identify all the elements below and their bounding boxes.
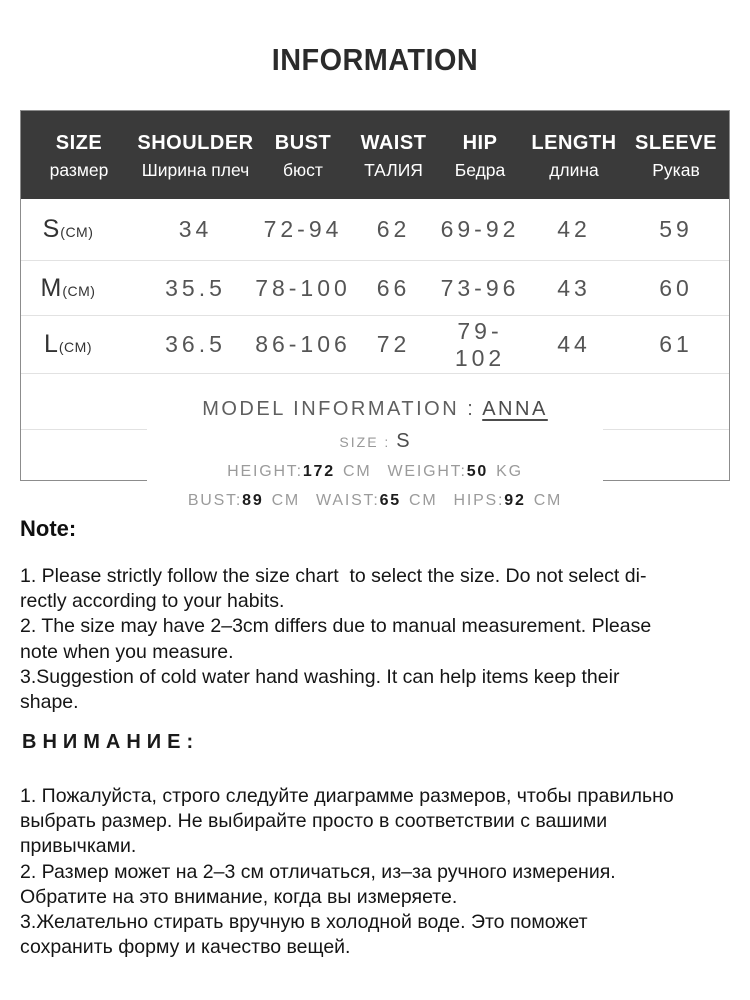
- note-line: 2. The size may have 2–3cm differs due to manual measurement. Please: [20, 615, 652, 638]
- note-line: 3.Suggestion of cold water hand washing. It can help items keep their: [20, 665, 620, 688]
- stat-unit: CM: [533, 492, 563, 509]
- stat-unit: CM: [342, 463, 372, 480]
- note-line: привычками.: [20, 835, 137, 858]
- note-line: 1. Please strictly follow the size chart to select the size. Do not select di-: [20, 565, 647, 587]
- note-line: shape.: [20, 691, 79, 714]
- size-label: M: [40, 273, 63, 302]
- notes-ru: [20, 784, 738, 960]
- table-header-row: [21, 111, 729, 199]
- stat-value: 89: [242, 492, 264, 509]
- size-label: L: [43, 330, 59, 358]
- cell-size: [21, 330, 137, 359]
- column-header-shoulder: [137, 111, 254, 199]
- cell-size: [21, 274, 137, 303]
- stat-value: 172: [302, 463, 335, 480]
- column-header-length: [525, 111, 623, 199]
- cell-length: 42: [557, 216, 591, 242]
- column-header-hip: [435, 111, 525, 199]
- model-stats-line2: [147, 492, 603, 510]
- size-unit: (CM): [60, 224, 94, 240]
- stat-unit: CM: [271, 492, 301, 509]
- notes-en: [20, 564, 738, 715]
- model-size-label: SIZE :: [339, 434, 397, 450]
- page-title-text: INFORMATION: [271, 42, 479, 77]
- table-row-l: [21, 316, 729, 374]
- column-header-ru: размер: [49, 159, 109, 180]
- stat-value: 65: [379, 492, 401, 509]
- column-header-bust: [254, 111, 352, 199]
- cell-bust: 86-106: [255, 331, 351, 357]
- page-title: [0, 42, 750, 78]
- cell-sleeve: 59: [659, 216, 693, 242]
- column-header-en: SIZE: [55, 131, 103, 154]
- column-header-en: LENGTH: [531, 131, 617, 154]
- note-line: сохранить форму и качество вещей.: [20, 936, 351, 959]
- note-line: Обратите на это внимание, когда вы измеряете.: [20, 885, 458, 908]
- model-size-line: [147, 430, 603, 453]
- stat-label: WAIST:: [316, 492, 380, 509]
- stat-value: 50: [466, 463, 489, 480]
- column-header-size: [21, 111, 137, 199]
- stat-label: WEIGHT:: [387, 463, 467, 480]
- cell-hip: 69-92: [440, 216, 520, 242]
- column-header-ru: бюст: [283, 159, 323, 180]
- note-line: выбрать размер. Не выбирайте просто в соответствии с вашими: [20, 810, 608, 833]
- stat-label: HEIGHT:: [227, 463, 303, 480]
- cell-shoulder: 34: [178, 216, 213, 242]
- size-unit: (CM): [58, 339, 92, 355]
- cell-length: 43: [557, 274, 591, 301]
- column-header-en: BUST: [274, 131, 332, 154]
- note-line: 2. Размер может на 2–3 см отличаться, из–за ручного измерения.: [20, 860, 616, 883]
- column-header-en: SHOULDER: [137, 131, 254, 154]
- note-heading-ru: ВНИМАНИЕ:: [22, 731, 200, 753]
- cell-sleeve: 60: [659, 274, 693, 301]
- column-header-ru: Бедра: [454, 159, 506, 180]
- cell-waist: 72: [376, 331, 411, 357]
- stat-label: HIPS:: [453, 492, 505, 509]
- model-name: ANNA: [482, 398, 548, 420]
- stat-unit: KG: [496, 463, 523, 480]
- column-header-en: HIP: [462, 131, 498, 154]
- size-unit: (CM): [62, 282, 96, 299]
- cell-size: [21, 215, 137, 244]
- model-info-title: [147, 398, 603, 421]
- column-header-sleeve: [623, 111, 729, 199]
- cell-waist: 66: [376, 274, 411, 301]
- cell-shoulder: 36.5: [165, 331, 226, 357]
- cell-bust: 78-100: [255, 274, 351, 301]
- cell-hip: 79-102: [454, 317, 506, 371]
- model-stats-line1: [147, 463, 603, 481]
- size-label: S: [42, 215, 61, 243]
- cell-sleeve: 61: [659, 331, 693, 357]
- column-header-en: WAIST: [360, 131, 427, 154]
- model-size-value: S: [396, 430, 411, 452]
- cell-length: 44: [557, 331, 591, 357]
- column-header-ru: длина: [549, 159, 599, 180]
- model-info-block: [147, 394, 603, 516]
- note-line: note when you measure.: [20, 640, 234, 663]
- cell-shoulder: 35.5: [165, 274, 226, 301]
- table-row-s: [21, 199, 729, 261]
- stat-label: BUST:: [187, 492, 243, 509]
- stat-unit: CM: [409, 492, 438, 509]
- cell-bust: 72-94: [263, 216, 343, 242]
- note-heading-en: Note:: [20, 516, 77, 541]
- column-header-ru: Рукав: [652, 159, 700, 180]
- column-header-waist: [352, 111, 435, 199]
- table-row-m: [21, 261, 729, 316]
- model-info-label: MODEL INFORMATION :: [202, 398, 483, 420]
- note-line: 1. Пожалуйста, строго следуйте диаграмме размеров, чтобы правильно: [20, 785, 674, 807]
- note-line: 3.Желательно стирать вручную в холодной воде. Это поможет: [20, 911, 588, 934]
- column-header-ru: Ширина плеч: [141, 159, 250, 180]
- stat-value: 92: [504, 492, 526, 509]
- cell-hip: 73-96: [440, 274, 520, 301]
- column-header-ru: ТАЛИЯ: [364, 159, 423, 180]
- note-line: rectly according to your habits.: [20, 590, 285, 613]
- column-header-en: SLEEVE: [635, 131, 717, 154]
- cell-waist: 62: [376, 216, 411, 242]
